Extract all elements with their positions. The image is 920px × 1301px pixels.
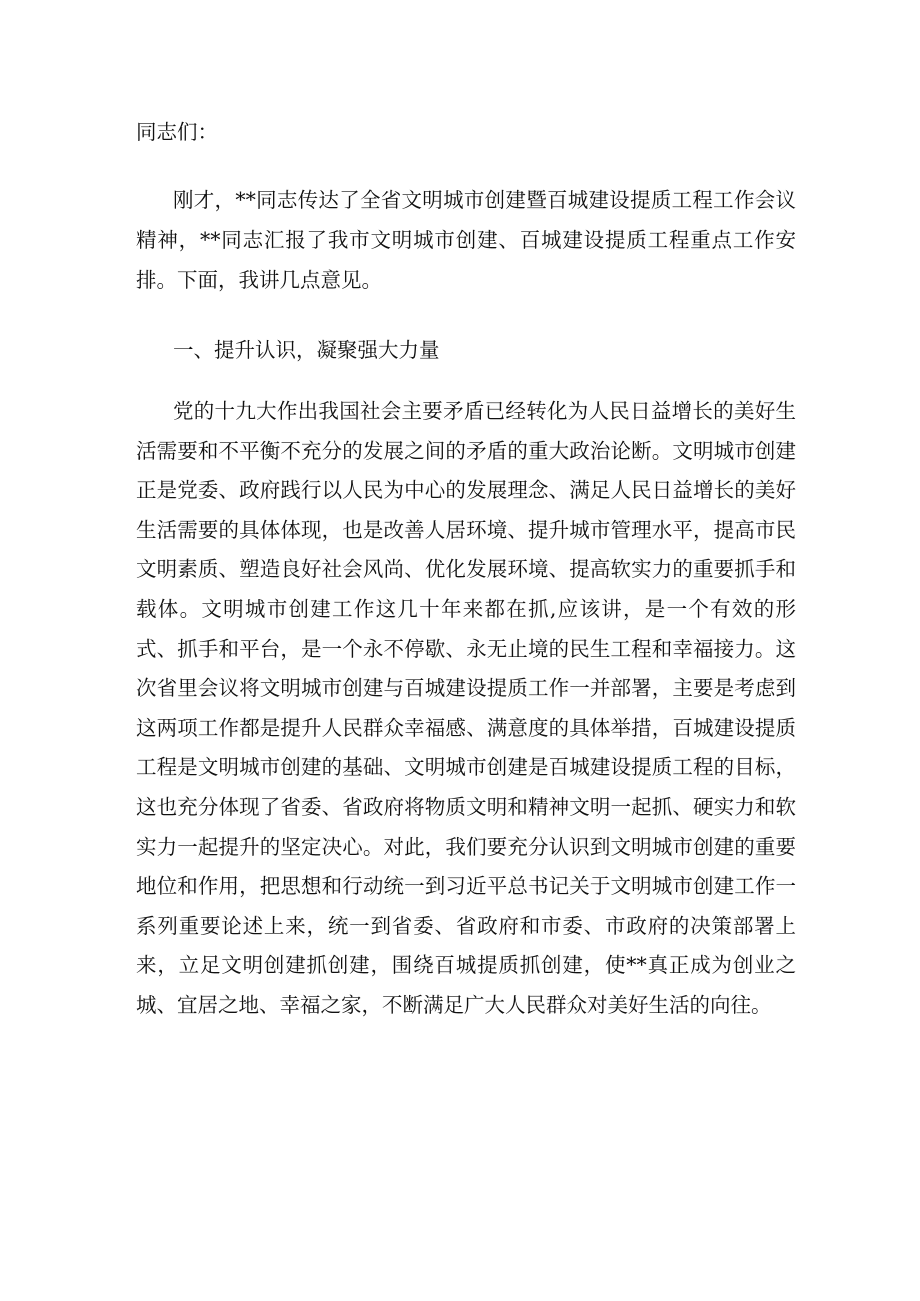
body-paragraph: 党的十九大作出我国社会主要矛盾已经转化为人民日益增长的美好生活需要和不平衡不充分的发展之间的矛盾的重大政治论断。文明城市创建正是党委、政府践行以人民为中心的发展理念、满足人民日益增长的美好生活需要的具体体现，也是改善人居环境、提升城市管理水平，提高市民文明素质、塑造良好社会风尚、优化发展环境、提高软实力的重要抓手和载体。文明城市创建工作这几十年来都在抓,应该讲，是一个有效的形式、抓手和平台，是一个永不停歇、永无止境的民生工程和幸福接力。这次省里会议将文明城市创建与百城建设提质工作一并部署，主要是考虑到这两项工作都是提升人民群众幸福感、满意度的具体举措，百城建设提质工程是文明城市创建的基础、文明城市创建是百城建设提质工程的目标，这也充分体现了省委、省政府将物质文明和精神文明一起抓、硬实力和软实力一起提升的坚定决心。对此，我们要充分认识到文明城市创建的重要地位和作用，把思想和行动统一到习近平总书记关于文明城市创建工作一系列重要论述上来，统一到省委、省政府和市委、市政府的决策部署上来，立足文明创建抓创建，围绕百城提质抓创建，使**真正成为创业之城、宜居之地、幸福之家，不断满足广大人民群众对美好生活的向往。	[136, 399, 796, 1017]
section-heading: 一、提升认识，凝聚强大力量	[173, 338, 440, 362]
intro-paragraph: 刚才，**同志传达了全省文明城市创建暨百城建设提质工程工作会议精神，**同志汇报了我市文明城市创建、百城建设提质工程重点工作安排。下面，我讲几点意见。	[136, 188, 796, 292]
greeting: 同志们：	[136, 120, 218, 144]
